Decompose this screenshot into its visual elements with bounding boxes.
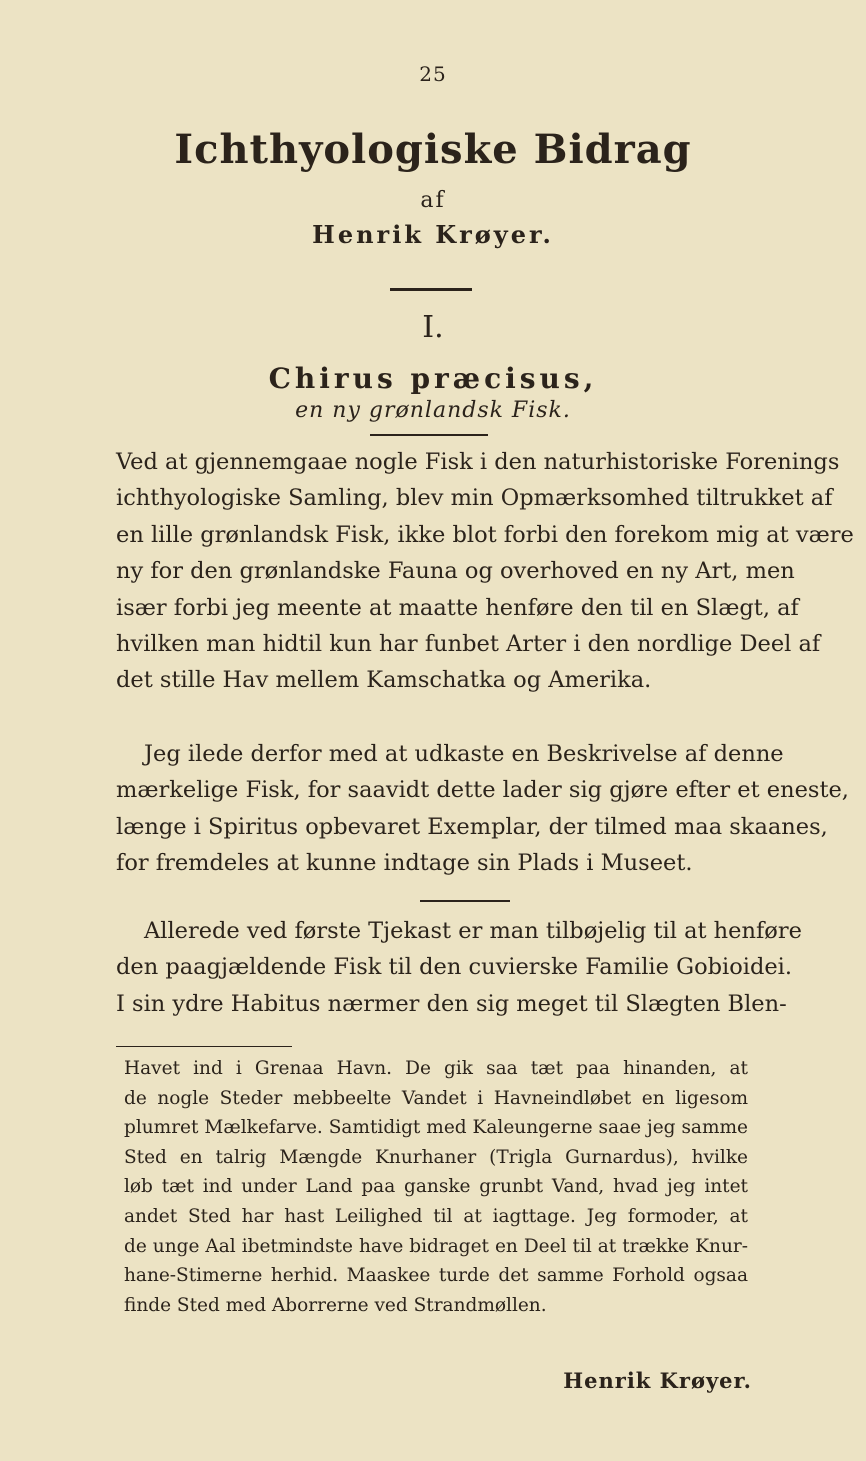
section-divider — [420, 900, 510, 902]
text-line: det stille Hav mellem Kamschatka og Amerika. — [116, 667, 652, 694]
species-heading: Chirus præcisus, — [268, 362, 598, 395]
text-line: for fremdeles at kunne indtage sin Plads i Museet. — [116, 850, 693, 877]
footnote-divider — [116, 1046, 292, 1047]
section-subtitle: en ny grønlandsk Fisk. — [295, 398, 571, 423]
byline-of: af — [420, 188, 446, 213]
footnote-line: Havet ind i Grenaa Havn. De gik saa tæt paa hinanden, at — [124, 1058, 748, 1079]
text-line: især forbi jeg meente at maatte henføre den til en Slægt, af — [116, 594, 799, 621]
footnote-line: andet Sted har hast Leilighed til at iagttage. Jeg formoder, at — [124, 1205, 748, 1227]
text-line: længe i Spiritus opbevaret Exemplar, der tilmed maa skaanes, — [116, 813, 828, 840]
title-divider — [390, 288, 472, 291]
text-line: ichthyologiske Samling, blev min Opmærksomhed tiltrukket af — [116, 485, 833, 512]
footnote-line: plumret Mælkefarve. Samtidigt med Kaleungerne saae jeg samme — [124, 1117, 748, 1139]
text-line: en lille grønlandsk Fisk, ikke blot forbi den forekom mig at være — [116, 521, 854, 548]
text-line: I sin ydre Habitus nærmer den sig meget til Slægten Blen- — [116, 990, 787, 1017]
section-number: I. — [422, 310, 444, 345]
heading-divider — [370, 434, 488, 436]
footnote-line: de nogle Steder mebbeelte Vandet i Havneindløbet en ligesom — [124, 1087, 748, 1109]
footnote-line: de unge Aal ibetmindste have bidraget en Deel til at trække Knur- — [124, 1235, 748, 1257]
footnote — [124, 1054, 748, 1320]
text-line: Ved at gjennemgaae nogle Fisk i den naturhistoriske Forenings — [116, 449, 840, 475]
footnote-line: løb tæt ind under Land paa ganske grunbt Vand, hvad jeg intet — [124, 1176, 748, 1198]
text-line: hvilken man hidtil kun har funbet Arter i den nordlige Deel af — [116, 631, 821, 658]
paragraph-3 — [116, 913, 802, 1022]
text-line: ny for den grønlandske Fauna og overhoved en ny Art, men — [116, 558, 795, 585]
text-line: den paagjældende Fisk til den cuvierske Familie Gobioidei. — [116, 954, 793, 981]
footnote-line: hane-Stimerne herhid. Maaskee turde det samme Forhold ogsaa — [124, 1265, 748, 1287]
author-name: Henrik Krøyer. — [312, 220, 554, 249]
text-line: Jeg ilede derfor med at udkaste en Beskrivelse af denne — [144, 741, 784, 767]
footnote-line: Sted en talrig Mængde Knurhaner (Trigla Gurnardus), hvilke — [124, 1146, 748, 1168]
paragraph-2 — [116, 736, 849, 882]
page-number: 25 — [419, 62, 447, 86]
footnote-line: finde Sted med Aborrerne ved Strandmøllen. — [124, 1294, 547, 1316]
article-title: Ichthyologiske Bidrag — [174, 126, 692, 173]
footnote-signature: Henrik Krøyer. — [563, 1368, 752, 1393]
text-line: Allerede ved første Tjekast er man tilbøjelig til at henføre — [144, 918, 802, 944]
paragraph-1 — [116, 444, 854, 699]
text-line: mærkelige Fisk, for saavidt dette lader sig gjøre efter et eneste, — [116, 777, 849, 804]
